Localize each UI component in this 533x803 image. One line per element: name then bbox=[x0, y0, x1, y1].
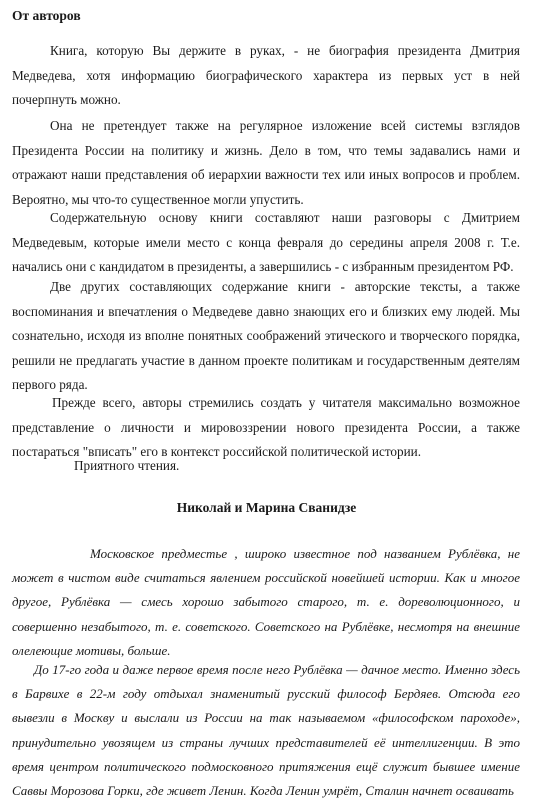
paragraph-scope: Она не претендует также на регулярное изложение всей системы взглядов Президента России на политику и жизнь. Дело в том, что темы задавались нами и отражают наши представления об иерархии важности тех или иных вопросов и проблем. Вероятно, мы что-то существенное могли упустить. bbox=[12, 118, 520, 207]
paragraph-basis: Содержательную основу книги составляют наши разговоры с Дмитрием Медведевым, которые имели место с конца февраля до середины апреля 2008 г. Т.е. начались они с кандидатом в президенты, а завершились - с избранным президентом РФ. bbox=[12, 210, 520, 274]
chapter-paragraph-history: До 17-го года и даже первое время после него Рублёвка — дачное место. Именно здесь в Барвихе в 22-м году отдыхал знаменитый русский философ Бердяев. Отсюда его вывезли в Москву и выслали из России на так называемом «философском пароходе», принудительно увозящем из страны лучших представителей её интеллигенции. В это время центром политического подмосковного притяжения ещё служит бывшее имение Саввы Морозова Горки, где живет Ленин. Когда Ленин умрёт, Сталин начнет осваивать bbox=[12, 662, 520, 799]
chapter-paragraph-rublevka: Московское предместье , широко известное под названием Рублёвка, не может в чистом виде считаться явлением российской новейшей истории. Как и многое другое, Рублёвка — смесь хорошо забытого старого, т. е. дореволюционного, и совершенно незабытого, т. е. советского. Советского на Рублёвке, несмотря на внешние олелеющие мотивы, больше. bbox=[12, 546, 520, 658]
section-title: От авторов bbox=[12, 8, 81, 23]
paragraph-aim: Прежде всего, авторы стремились создать у читателя максимально возможное представление о личности и мировоззрении нового президента России, а также постараться "вписать" его в контекст российской политической истории. bbox=[12, 395, 520, 459]
paragraph-intro: Книга, которую Вы держите в руках, - не биография президента Дмитрия Медведева, хотя информацию биографического характера из первых уст в ней почерпнуть можно. bbox=[12, 43, 520, 107]
paragraph-components: Две других составляющих содержание книги - авторские тексты, а также воспоминания и впечатления о Медведеве давно знающих его и близких ему людей. Мы сознательно, исходя из вполне понятных соображений этического и творческого порядка, решили не предлагать участие в данном проекте политикам и государственным деятелям первого ряда. bbox=[12, 279, 520, 392]
paragraph-closing: Приятного чтения. bbox=[74, 458, 180, 473]
authors-signature: Николай и Марина Сванидзе bbox=[176, 500, 357, 515]
